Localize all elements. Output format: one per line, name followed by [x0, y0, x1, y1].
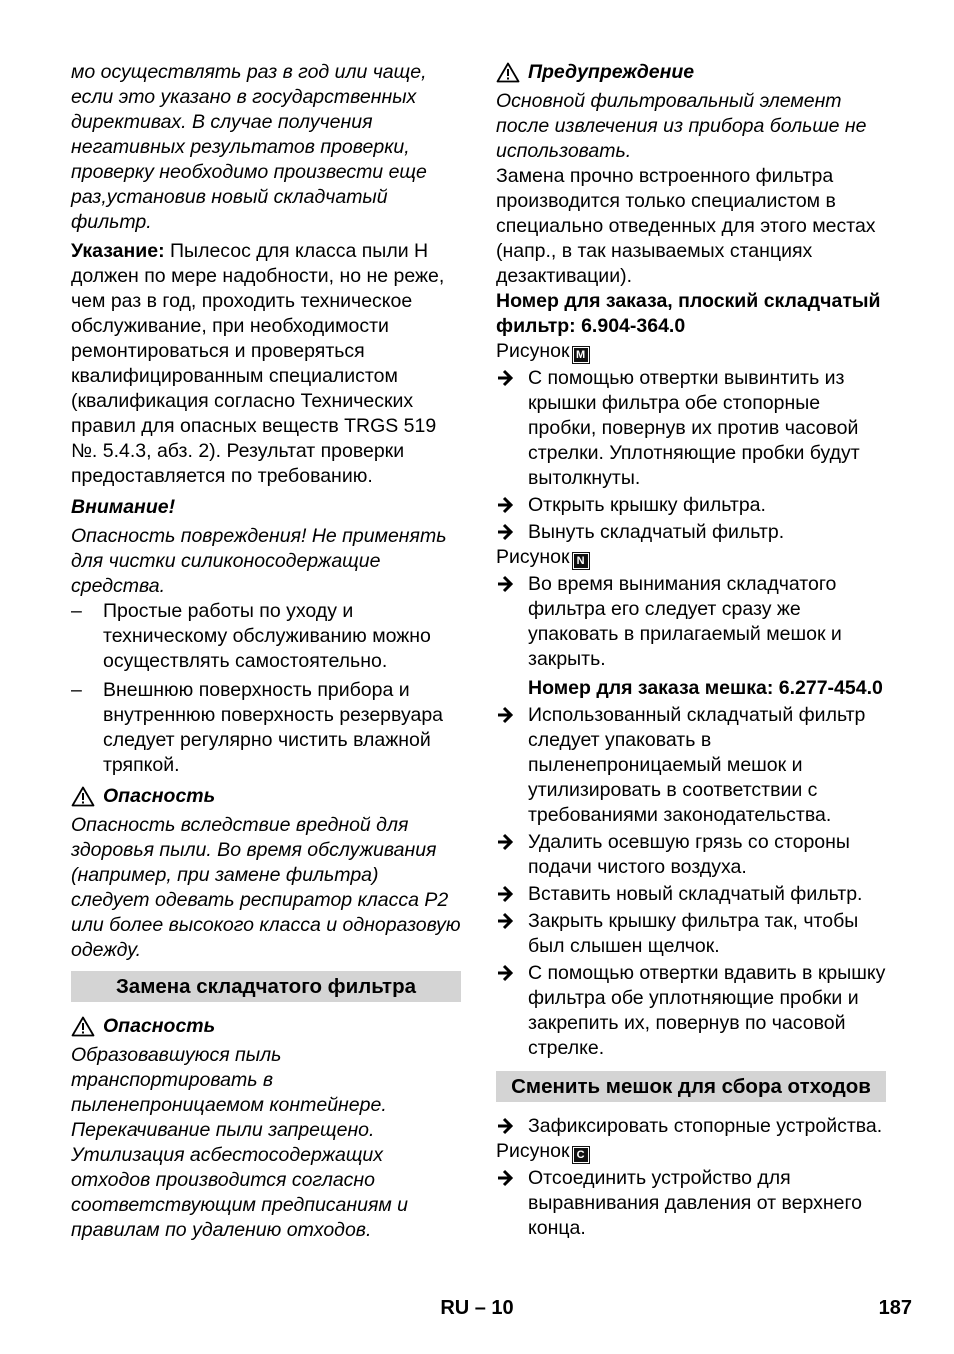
- warning-triangle-icon: [71, 1016, 95, 1037]
- arrow-right-icon: [496, 963, 514, 983]
- note-text: Пылесос для класса пыли H должен по мере надобности, но не реже, чем раз в год, проходить техническое обслуживание, при необходимости ремонтироваться и проверяться квалифицированным специалистом (квалификация согласно Технических правил для опасных веществ TRGS 519 №. 5.4.3, абз. 2). Результат проверки предоставляется по требованию.: [71, 240, 445, 487]
- danger-title: Опасность: [103, 1015, 216, 1037]
- step-text: Открыть крышку фильтра.: [528, 494, 766, 516]
- step-text: Закрыть крышку фильтра так, чтобы был слышен щелчок.: [528, 910, 859, 957]
- figure-ref: [496, 545, 886, 570]
- step-text: Вынуть складчатый фильтр.: [528, 521, 785, 543]
- step-item: [496, 961, 886, 1061]
- arrow-right-icon: [496, 574, 514, 594]
- note-label: Указание:: [71, 240, 165, 262]
- attention-text: Опасность повреждения! Не применять для чистки силиконосодержащие средства.: [71, 525, 447, 597]
- left-column: [71, 60, 461, 1243]
- figure-label: Рисунок: [496, 340, 570, 362]
- figure-ref: [496, 339, 886, 364]
- arrow-right-icon: [496, 368, 514, 388]
- section-heading-filter: Замена складчатого фильтра: [71, 971, 461, 1002]
- step-item: [496, 493, 886, 518]
- right-column: [496, 60, 886, 1241]
- order-number-filter: Номер для заказа, плоский складчатый фильтр: 6.904-364.0: [496, 290, 881, 337]
- step-item: [496, 572, 886, 672]
- arrow-right-icon: [496, 832, 514, 852]
- warning-heading: [496, 60, 886, 85]
- step-text: С помощью отвертки вдавить в крышку фильтра обе уплотняющие пробки и закрепить их, повернув по часовой стрелке.: [528, 962, 886, 1059]
- arrow-right-icon: [496, 522, 514, 542]
- step-text: Зафиксировать стопорные устройства.: [528, 1115, 883, 1137]
- dash-item-text: Простые работы по уходу и техническому обслуживанию можно осуществлять самостоятельно.: [103, 600, 431, 672]
- warning-triangle-icon: [496, 62, 520, 83]
- arrow-right-icon: [496, 705, 514, 725]
- arrow-right-icon: [496, 884, 514, 904]
- figure-c-icon: C: [574, 1148, 588, 1162]
- dash-item-text: Внешнюю поверхность прибора и внутреннюю поверхность резервуара следует регулярно чистить влажной тряпкой.: [103, 679, 444, 776]
- note-paragraph: [71, 239, 461, 489]
- step-item: [496, 366, 886, 491]
- danger-heading: [71, 784, 461, 809]
- replace-text: Замена прочно встроенного фильтра производится только специалистом в специально отведенных для этого местах (напр., в так называемых станциях дезактивации).: [496, 165, 876, 287]
- dash-item: [71, 678, 461, 778]
- figure-label: Рисунок: [496, 546, 570, 568]
- danger-heading: [71, 1014, 461, 1039]
- step-text: С помощью отвертки вывинтить из крышки фильтра обе стопорные пробки, повернув их против часовой стрелки. Уплотняющие пробки будут вытолкнуты.: [528, 367, 860, 489]
- danger-text: Опасность вследствие вредной для здоровья пыли. Во время обслуживания (например, при замене фильтра) следует одевать респиратор класса P2 или более высокого класса и одноразовую одежду.: [71, 814, 461, 961]
- step-text: Вставить новый складчатый фильтр.: [528, 883, 863, 905]
- intro-text: мо осуществлять раз в год или чаще, если это указано в государственных директивах. В случае получения негативных результатов проверки, проверку необходимо произвести еще раз,установив новый складчатый фильтр.: [71, 61, 427, 233]
- arrow-right-icon: [496, 1116, 514, 1136]
- step-text: Во время вынимания складчатого фильтра его следует сразу же упаковать в прилагаемый мешок и закрыть.: [528, 573, 842, 670]
- page-number: 187: [878, 1297, 912, 1319]
- step-text: Удалить осевшую грязь со стороны подачи чистого воздуха.: [528, 831, 850, 878]
- figure-label: Рисунок: [496, 1140, 570, 1162]
- step-item: [496, 909, 886, 959]
- dash-bullet: –: [71, 679, 82, 701]
- dash-item: [71, 599, 461, 674]
- dash-bullet: –: [71, 600, 82, 622]
- step-text: Использованный складчатый фильтр следует упаковать в пыленепроницаемый мешок и утилизировать в соответствии с требованиями законодательства.: [528, 704, 866, 826]
- arrow-right-icon: [496, 495, 514, 515]
- step-item: [496, 1114, 886, 1139]
- step-item: [496, 830, 886, 880]
- danger-text: Образовавшуюся пыль транспортировать в пыленепроницаемом контейнере. Перекачивание пыли запрещено. Утилизация асбестосодержащих отходов производится согласно соответствующим предписаниям и правилам по удалению отходов.: [71, 1044, 409, 1241]
- warning-title: Предупреждение: [528, 61, 695, 83]
- figure-n-icon: N: [574, 554, 588, 568]
- arrow-right-icon: [496, 911, 514, 931]
- figure-ref: [496, 1139, 886, 1164]
- figure-m-icon: M: [574, 348, 588, 362]
- step-item: [496, 520, 886, 545]
- step-item: [496, 882, 886, 907]
- order-number-bag: Номер для заказа мешка: 6.277-454.0: [528, 677, 883, 699]
- step-text: Отсоединить устройство для выравнивания давления от верхнего конца.: [528, 1167, 862, 1239]
- attention-title: Внимание!: [71, 496, 176, 518]
- arrow-right-icon: [496, 1168, 514, 1188]
- warning-text: Основной фильтровальный элемент после извлечения из прибора больше не использовать.: [496, 90, 867, 162]
- section-heading-bag: Сменить мешок для сбора отходов: [496, 1071, 886, 1102]
- danger-title: Опасность: [103, 785, 216, 807]
- step-item: [496, 1166, 886, 1241]
- step-item: [496, 703, 886, 828]
- warning-triangle-icon: [71, 786, 95, 807]
- page-footer-label: RU – 10: [440, 1297, 514, 1319]
